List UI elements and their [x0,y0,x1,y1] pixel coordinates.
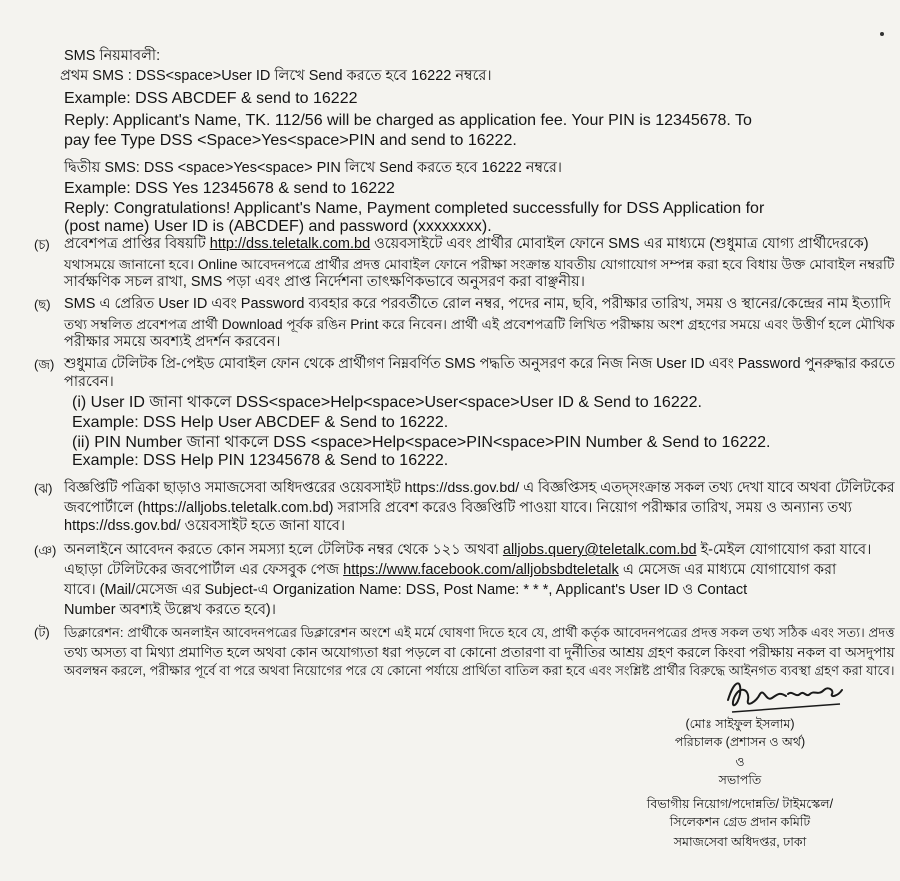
item-jha-line-3: https://dss.gov.bd/ ওয়েবসাইট হতে জানা যাবে। [64,518,346,534]
item-marker-nya: (ঞ) [34,543,57,558]
item-nya-line-2 [64,562,836,579]
second-reply-line-2: (post name) User ID is (ABCDEF) and password (xxxxxxxx). [64,218,492,235]
second-reply-line-1: Reply: Congratulations! Applicant's Name, Payment completed successfully for DSS Application for [64,200,765,217]
first-reply-line-2: pay fee Type DSS <Space>Yes<space>PIN and send to 16222. [64,132,517,149]
item-nya-line-4: Number অবশ্যই উল্লেখ করতে হবে)। [64,602,276,618]
item-nya-line-1 [64,542,871,559]
item-cha-text-a: প্রবেশপত্র প্রাপ্তির বিষয়টি [64,236,210,252]
item-jha-line-2: জবপোর্টালে (https://alljobs.teletalk.com.bd) সরাসরি প্রবেশ করেও বিজ্ঞপ্তিটি পাওয়া যাবে। নিয়োগ পরীক্ষার তারিখ, সময় ও অন্যান্য তথ্য [64,500,852,516]
item-cha-line-3: সার্বক্ষণিক সচল রাখা, SMS পড়া এবং প্রাপ্ত নির্দেশনা তাৎক্ষণিকভাবে অনুসরণ করা বাঞ্ছনীয়। [64,274,585,290]
item-ja-sub-2: (ii) PIN Number জানা থাকলে DSS <space>Help<space>PIN<space>PIN Number & Send to 16222. [72,434,771,451]
item-marker-jha: (ঝ) [34,481,53,496]
signatory-title-3: বিভাগীয় নিয়োগ/পদোন্নতি/ টাইমস্কেল/ [646,797,834,811]
signatory-name: (মোঃ সাইফুল ইসলাম) [685,717,795,731]
item-cha-text-b: ওয়েবসাইটে এবং প্রার্থীর মোবাইল ফোনে SMS এর মাধ্যমে (শুধুমাত্র যোগ্য প্রার্থীদেরকে) [370,236,869,252]
second-example: Example: DSS Yes 12345678 & send to 16222 [64,180,395,197]
second-sms-line: দ্বিতীয় SMS: DSS <space>Yes<space> PIN লিখে Send করতে হবে 16222 নম্বরে। [64,160,562,176]
signatory-title-5: সমাজসেবা অধিদপ্তর, ঢাকা [673,835,807,849]
item-chha-line-2: তথ্য সম্বলিত প্রবেশপত্র প্রার্থী Download পূর্বক রঙিন Print করে নিবেন। প্রার্থী এই প্রবেশপত্রটি লিখিত পরীক্ষায় অংশ গ্রহণের সময়ে এবং উত্তীর্ণ হলে মৌখিক [64,317,895,332]
first-example: Example: DSS ABCDEF & send to 16222 [64,90,358,107]
first-reply-line-1: Reply: Applicant's Name, TK. 112/56 will be charged as application fee. Your PIN is 12345678. To [64,112,752,129]
item-marker-ta: (ট) [34,625,50,640]
item-nya-text-b: ই-মেইল যোগাযোগ করা যাবে। [696,542,872,558]
facebook-page-link[interactable]: https://www.facebook.com/alljobsbdteletalk [343,562,619,578]
item-ja-sub-1: (i) User ID জানা থাকলে DSS<space>Help<space>User<space>User ID & Send to 16222. [72,394,702,411]
item-nya-text-d: এ মেসেজ এর মাধ্যমে যোগাযোগ করা [618,562,837,578]
item-nya-text-c: এছাড়া টেলিটকের জবপোর্টাল এর ফেসবুক পেজ [64,562,344,578]
item-ja-sub-2-example: Example: DSS Help PIN 12345678 & Send to 16222. [72,452,449,469]
item-nya-text-a: অনলাইনে আবেদন করতে কোন সমস্যা হলে টেলিটক নম্বর থেকে ১২১ অথবা [64,542,503,558]
query-email-link[interactable]: alljobs.query@teletalk.com.bd [502,542,697,558]
handwritten-signature [720,672,850,718]
item-ta-line-1: ডিক্লারেশন: প্রার্থীকে অনলাইন আবেদনপত্রের ডিক্লারেশন অংশে এই মর্মে ঘোষণা দিতে হবে যে, প্রার্থী কর্তৃক আবেদনপত্রের প্রদত্ত সকল তথ্য সঠিক এবং সত্য। প্রদত্ত [64,625,895,640]
signatory-title-2: সভাপতি [718,773,762,787]
item-ta-line-3: অবলম্বন করলে, পরীক্ষার পূর্বে বা পরে অথবা নিয়োগের পরে যে কোনো পর্যায়ে প্রার্থিতা বাতিল করা হবে এবং সংশ্লিষ্ট প্রার্থীর বিরুদ্ধে আইনগত ব্যবস্থা গ্রহণ করা যাবে। [64,663,895,678]
item-jha-line-1: বিজ্ঞপ্তিটি পত্রিকা ছাড়াও সমাজসেবা অধিদপ্তরের ওয়েবসাইট https://dss.gov.bd/ এ বিজ্ঞপ্তিসহ এতদ্সংক্রান্ত সকল তথ্য দেখা যাবে অথবা টেলিটকের [64,480,895,496]
ink-dot [880,32,884,36]
item-nya-line-3: যাবে। (Mail/মেসেজ এর Subject-এ Organization Name: DSS, Post Name: * * *, Applicant's User ID ও Contact [64,582,748,598]
item-ta-line-2: তথ্য অসত্য বা মিথ্যা প্রমাণিত হলে অথবা কোন অযোগ্যতা ধরা পড়লে বা কোনো প্রতারণা বা দুর্নীতির আশ্রয় গ্রহণ করলে কিংবা পরীক্ষায় নকল বা অসদুপায় [64,645,895,660]
item-ja-line-1: শুধুমাত্র টেলিটক প্রি-পেইড মোবাইল ফোন থেকে প্রার্থীগণ নিম্নবর্ণিত SMS পদ্ধতি অনুসরণ করে নিজ নিজ User ID এবং Password পুনরুদ্ধার করতে [64,356,895,372]
item-cha-line-2: যথাসময়ে জানানো হবে। Online আবেদনপত্রে প্রার্থীর প্রদত্ত মোবাইল ফোনে পরীক্ষা সংক্রান্ত যাবতীয় যোগাযোগ সম্পন্ন করা হবে বিধায় উক্ত মোবাইল নম্বরটি [64,257,895,272]
first-sms-line: প্রথম SMS : DSS<space>User ID লিখে Send করতে হবে 16222 নম্বরে। [60,68,492,84]
item-ja-line-2: পারবেন। [64,374,114,390]
item-cha-line-1 [64,236,869,253]
item-chha-line-1: SMS এ প্রেরিত User ID এবং Password ব্যবহার করে পরবর্তীতে রোল নম্বর, পদের নাম, ছবি, পরীক্ষার তারিখ, সময় ও স্থানের/কেন্দ্রের নাম ইত্যাদি [64,296,891,312]
admit-card-link[interactable]: http://dss.teletalk.com.bd [209,236,371,252]
item-chha-line-3: পরীক্ষার সময়ে অবশ্যই প্রদর্শন করবেন। [64,334,281,350]
item-marker-cha: (চ) [34,237,50,252]
item-marker-chha: (ছ) [34,297,51,312]
signatory-title-4: সিলেকশন গ্রেড প্রদান কমিটি [669,815,811,829]
signatory-title-1: পরিচালক (প্রশাসন ও অর্থ) [674,735,806,749]
item-ja-sub-1-example: Example: DSS Help User ABCDEF & Send to 16222. [72,414,449,431]
item-marker-ja: (জ) [34,357,55,372]
sms-rules-heading: SMS নিয়মাবলী: [64,48,161,64]
signatory-conjunction: ও [735,755,745,769]
